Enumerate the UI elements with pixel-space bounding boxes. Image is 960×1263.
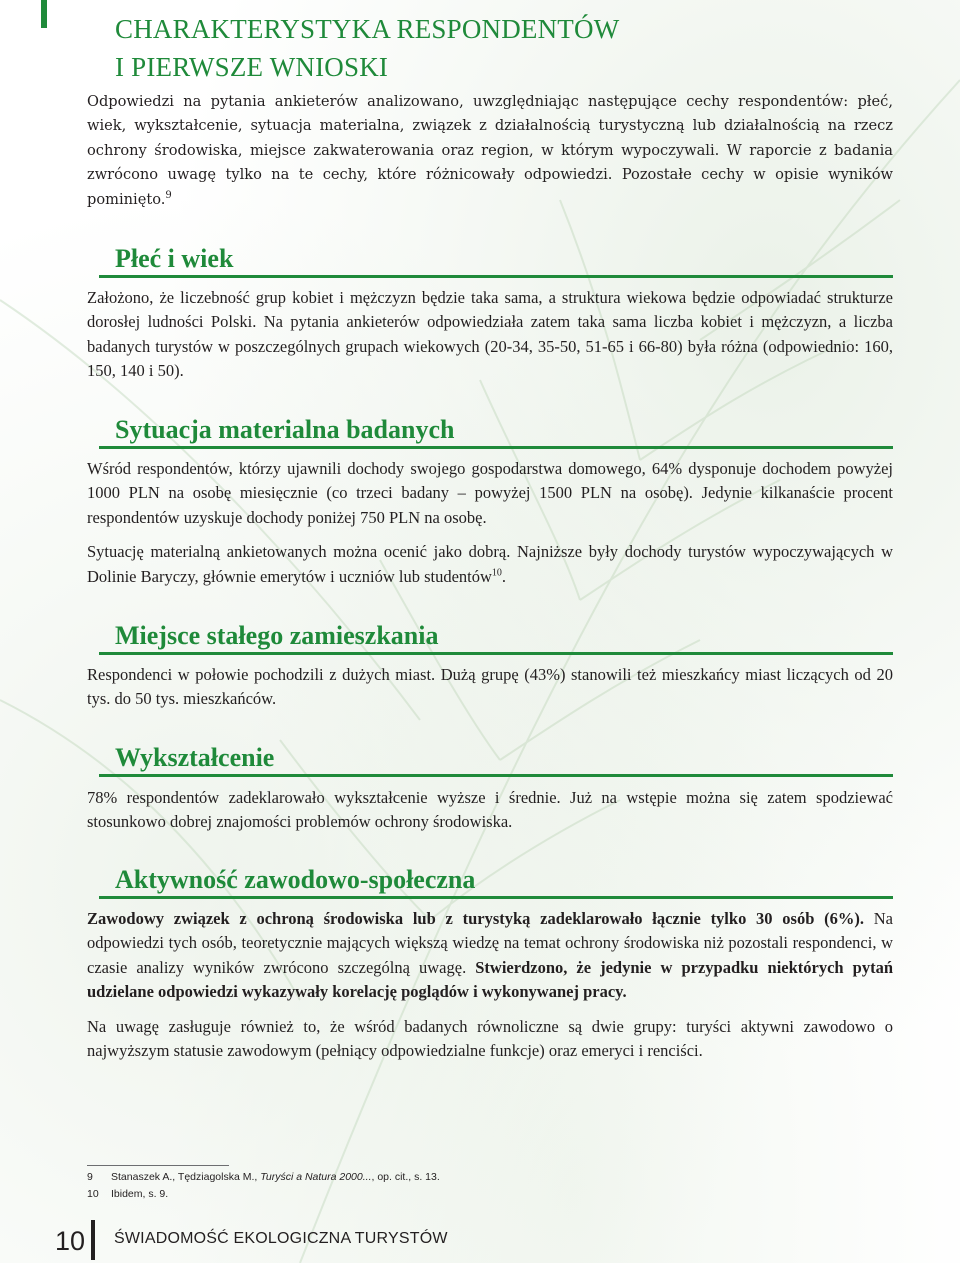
running-title: ŚWIADOMOŚĆ EKOLOGICZNA TURYSTÓW: [114, 1230, 448, 1247]
footer-separator: [91, 1220, 95, 1260]
heading-miejsce-zamieszkania: Miejsce stałego zamieszkania: [115, 621, 439, 650]
heading-sytuacja-materialna: Sytuacja materialna badanych: [115, 415, 455, 444]
heading-rule: [99, 446, 893, 449]
section-sytuacja-text: [87, 457, 893, 589]
aktywnosc-bold-1: Zawodowy związek z ochroną środowiska lub z turystyką zadeklarowało łącznie tylko 30 osób (6%).: [87, 909, 865, 928]
page-title-line-1: CHARAKTERYSTYKA RESPONDENTÓW: [115, 14, 620, 44]
footnote-text: Stanaszek A., Tędziagolska M.,: [111, 1171, 261, 1183]
heading-plec-i-wiek: Płeć i wiek: [115, 244, 234, 273]
footnote-number: 10: [87, 1188, 99, 1200]
section-plec-text: [87, 286, 893, 384]
footnote-9: [87, 1171, 440, 1183]
footnote-ref-9: 9: [165, 189, 172, 201]
footnote-text: Ibidem, s. 9.: [111, 1188, 169, 1200]
sytuacja-paragraph-2: [87, 540, 893, 589]
aktywnosc-plain-1: Na odpowiedzi tych osób, teoretycznie mających większą wiedzę na temat ochrony środowiska niż pozostali respondenci, w czasie analizy wyników zwrócono szczególną uwagę.: [87, 909, 893, 977]
intro-paragraph: [87, 90, 893, 212]
footnote-italic: Turyści a Natura 2000...: [260, 1171, 372, 1183]
wyksztalcenie-paragraph: 78% respondentów zadeklarowało wykształcenie wyższe i średnie. Już na wstępie można się zatem spodziewać stosunkowo dobrej znajomości problemów ochrony środowiska.: [87, 788, 893, 832]
page-number: 10: [55, 1226, 86, 1256]
footnote-10: [87, 1188, 168, 1200]
aktywnosc-bold-2: Stwierdzono, że jedynie w przypadku niektórych pytań udzielane odpowiedzi wykazywały korelację poglądów i wykonywanej pracy.: [87, 957, 893, 1002]
heading-rule: [99, 275, 893, 278]
heading-rule: [99, 774, 893, 777]
plec-paragraph: Założono, że liczebność grup kobiet i mężczyzn będzie taka sama, a struktura wiekowa będzie odpowiadać strukturze dorosłej ludności Polski. Na pytania ankieterów odpowiedziała zatem taka sama liczba kobiet i mężczyzn, a liczba badanych turystów w poszczególnych grupach wiekowych (20-34, 35-50, 51-65 i 66-80) była różna (odpowiednio: 160, 150, 140 i 50).: [87, 288, 893, 381]
section-wyksztalcenie-text: [87, 786, 893, 835]
aktywnosc-paragraph-2: Na uwagę zasługuje również to, że wśród badanych równoliczne są dwie grupy: turyści aktywni zawodowo o najwyższym statusie zawodowym (pełniący odpowiedzialne funkcje) oraz emeryci i renciści.: [87, 1016, 893, 1061]
footnote-text-end: , op. cit., s. 13.: [371, 1171, 440, 1183]
top-accent-bar: [41, 0, 47, 28]
footnote-ref-10: 10: [491, 567, 502, 579]
heading-aktywnosc: Aktywność zawodowo-społeczna: [115, 865, 476, 894]
intro-text: Odpowiedzi na pytania ankieterów analizowano, uwzględniając następujące cechy respondentów: płeć, wiek, wykształcenie, sytuacja materialna, związek z działalnością turystyczną lub działalnością na rzecz ochrony środowiska, miejsce zakwaterowania oraz region, w którym wypoczywali. W raporcie z badania zwrócono uwagę tylko na te cechy, które różnicowały odpowiedzi.: [87, 93, 893, 184]
page-title: [115, 10, 619, 86]
heading-rule: [99, 652, 893, 655]
footnote-divider: [87, 1165, 229, 1166]
sytuacja-p2-end: .: [501, 566, 507, 586]
miejsce-paragraph: Respondenci w połowie pochodzili z dużych miast. Dużą grupę (43%) stanowili też mieszkańcy miast liczących od 20 tys. do 50 tys. mieszkańców.: [87, 665, 893, 709]
sytuacja-p2-text: Sytuację materialną ankietowanych można ocenić jako dobrą. Najniższe były dochody turystów wypoczywających w Dolinie Baryczy, głównie emerytów i uczniów lub studentów: [87, 542, 893, 586]
page-title-line-2: I PIERWSZE WNIOSKI: [115, 52, 389, 82]
footnote-number: 9: [87, 1171, 93, 1183]
section-aktywnosc-text: [87, 907, 893, 1063]
heading-wyksztalcenie: Wykształcenie: [115, 743, 275, 772]
heading-rule: [99, 896, 893, 899]
aktywnosc-paragraph-1: [87, 907, 893, 1005]
sytuacja-paragraph-1: Wśród respondentów, którzy ujawnili dochody swojego gospodarstwa domowego, 64% dysponuje dochodem powyżej 1000 PLN na osobę miesięcznie (co trzeci badany – powyżej 1500 PLN na osobę). Jedynie kilkanaście procent respondentów uzyskuje dochody poniżej 750 PLN na osobę.: [87, 459, 893, 527]
intro-text-2: Pozostałe cechy w opisie wyników pominięto.: [87, 166, 894, 208]
section-miejsce-text: [87, 663, 893, 712]
